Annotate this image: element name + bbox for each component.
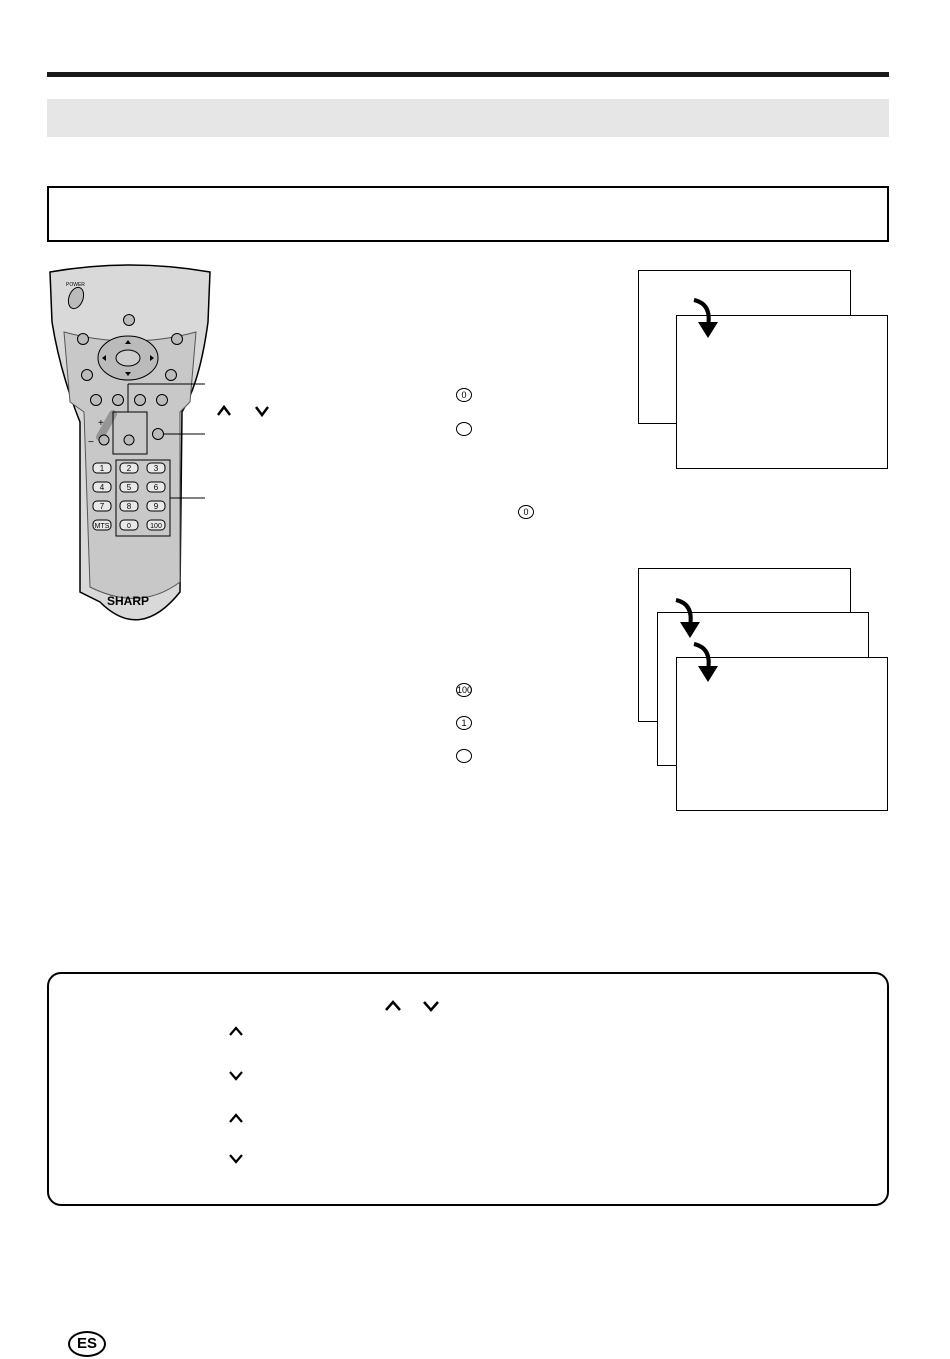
key-blank-icon (456, 749, 472, 763)
key-0-icon: 0 (518, 505, 534, 519)
key-100-icon: 100 (457, 685, 473, 695)
keypad-label: MTS (94, 523, 110, 530)
channel-up-down-icons (216, 402, 274, 418)
brand-logo: SHARP (106, 594, 150, 608)
language-badge: ES (68, 1331, 106, 1357)
vol-minus-label: − (88, 437, 94, 448)
section-title-band (47, 99, 889, 137)
keypad-label: 0 (127, 523, 131, 530)
keypad-label: 3 (153, 464, 159, 473)
key-1-icon: 1 (456, 716, 472, 730)
keypad-label: 2 (126, 464, 132, 473)
keypad-label: 9 (153, 502, 159, 511)
header-rule (47, 72, 889, 77)
key-0-icon: 0 (456, 388, 472, 402)
keypad-label: 100 (150, 523, 162, 530)
intro-box (47, 186, 889, 242)
note-box (47, 972, 889, 1206)
transition-arrow-icon (690, 640, 730, 686)
vol-plus-label: + (98, 418, 104, 429)
remote-control-illustration (40, 262, 300, 642)
keypad-label: 7 (99, 502, 105, 511)
keypad-label: 5 (126, 483, 132, 492)
keypad-label: 8 (126, 502, 132, 511)
chevron-up-icon (227, 1024, 245, 1038)
transition-arrow-icon (672, 596, 712, 642)
keypad-label: 4 (99, 483, 105, 492)
chevron-down-icon (227, 1151, 245, 1165)
chevron-down-icon (227, 1068, 245, 1082)
power-label: POWER (66, 282, 85, 288)
transition-arrow-icon (690, 296, 730, 342)
channel-up-down-icons (384, 997, 444, 1013)
keypad-label: 6 (153, 483, 159, 492)
chevron-up-icon (227, 1111, 245, 1125)
key-blank-icon (456, 422, 472, 436)
keypad-label: 1 (99, 464, 105, 473)
